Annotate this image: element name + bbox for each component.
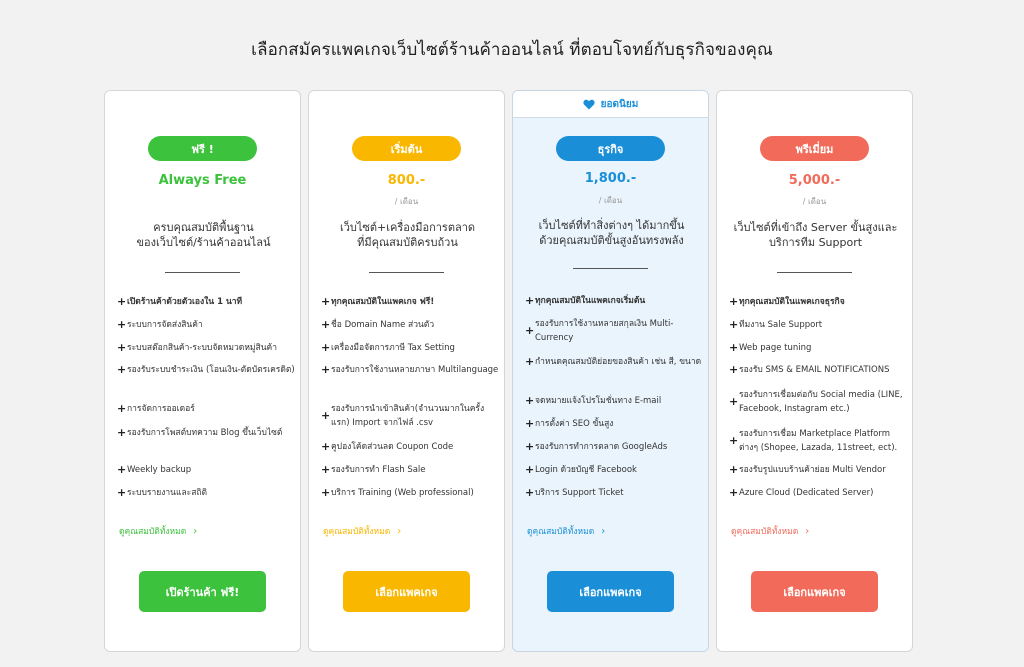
feature-item bbox=[321, 486, 499, 500]
feature-item bbox=[525, 440, 703, 454]
plus-icon: + bbox=[321, 486, 331, 499]
plus-icon: + bbox=[729, 395, 739, 408]
feature-item bbox=[117, 295, 295, 309]
feature-item bbox=[729, 341, 907, 355]
plus-icon: + bbox=[729, 486, 739, 499]
plus-icon: + bbox=[729, 463, 739, 476]
divider bbox=[573, 268, 648, 269]
plus-icon: + bbox=[117, 341, 127, 354]
plus-icon: + bbox=[525, 463, 535, 476]
plan-description bbox=[727, 220, 904, 250]
plan-card-free bbox=[104, 90, 301, 652]
plan-description-line: บริการทีม Support bbox=[768, 236, 863, 249]
feature-item bbox=[729, 486, 907, 500]
plus-icon: + bbox=[525, 440, 535, 453]
feature-text: รองรับรูปแบบร้านค้าย่อย Multi Vendor bbox=[739, 465, 886, 475]
plus-icon: + bbox=[117, 318, 127, 331]
feature-text: Web page tuning bbox=[739, 343, 812, 353]
feature-text: ระบบสต๊อกสินค้า-ระบบจัดหมวดหมู่สินค้า bbox=[127, 343, 277, 353]
feature-text: รองรับการทำ Flash Sale bbox=[331, 465, 426, 475]
feature-text: บริการ Support Ticket bbox=[535, 488, 624, 498]
feature-text: เปิดร้านค้าด้วยตัวเองใน 1 นาที bbox=[127, 297, 243, 307]
popular-label: ยอดนิยม bbox=[600, 98, 639, 110]
plus-icon: + bbox=[729, 341, 739, 354]
heart-icon bbox=[583, 99, 595, 110]
plan-badge: ธุรกิจ bbox=[556, 136, 665, 161]
feature-item bbox=[525, 486, 703, 500]
feature-item bbox=[117, 426, 295, 440]
plus-icon: + bbox=[525, 417, 535, 430]
feature-text: ทุกคุณสมบัติในแพคเกจ ฟรี! bbox=[331, 297, 435, 307]
feature-item bbox=[321, 402, 499, 430]
see-all-features-link[interactable] bbox=[731, 524, 809, 538]
feature-text: ทีมงาน Sale Support bbox=[739, 320, 823, 330]
plan-description-line: ของเว็บไซต์/ร้านค้าออนไลน์ bbox=[136, 236, 271, 249]
plan-card-starter bbox=[308, 90, 505, 652]
feature-item bbox=[525, 355, 703, 369]
plus-icon: + bbox=[525, 324, 535, 337]
page-title: เลือกสมัครแพคเกจเว็บไซต์ร้านค้าออนไลน์ ที่ตอบโจทย์กับธุรกิจของคุณ bbox=[251, 40, 773, 60]
feature-item bbox=[117, 363, 295, 377]
feature-text: Login ด้วยบัญชี Facebook bbox=[535, 465, 637, 475]
feature-text: ชื่อ Domain Name ส่วนตัว bbox=[331, 320, 435, 330]
link-text: ดูคุณสมบัติทั้งหมด bbox=[731, 527, 799, 537]
see-all-features-link[interactable] bbox=[323, 524, 401, 538]
feature-item bbox=[729, 318, 907, 332]
plan-badge: พรีเมี่ยม bbox=[760, 136, 869, 161]
plus-icon: + bbox=[321, 318, 331, 331]
plan-description bbox=[115, 220, 292, 250]
plan-description-line: เว็บไซต์ที่เข้าถึง Server ขั้นสูงและ bbox=[733, 221, 898, 234]
plus-icon: + bbox=[321, 295, 331, 308]
plus-icon: + bbox=[321, 341, 331, 354]
feature-text: ทุกคุณสมบัติในแพคเกจธุรกิจ bbox=[739, 297, 845, 307]
feature-text: รองรับการเชื่อมต่อกับ Social media (LINE, Facebook, Instagram etc.) bbox=[739, 390, 903, 414]
plus-icon: + bbox=[321, 463, 331, 476]
open-store-button[interactable]: เปิดร้านค้า ฟรี! bbox=[139, 571, 266, 612]
feature-item bbox=[321, 295, 499, 309]
feature-item bbox=[525, 294, 703, 308]
feature-text: เครื่องมือจัดการภาษี Tax Setting bbox=[331, 343, 455, 353]
feature-item bbox=[729, 363, 907, 377]
feature-text: รองรับระบบชำระเงิน (โอนเงิน-ตัดบัตรเครดิต) bbox=[127, 365, 295, 375]
plan-description-line: ด้วยคุณสมบัติขั้นสูงอันทรงพลัง bbox=[539, 234, 684, 247]
plus-icon: + bbox=[321, 409, 331, 422]
feature-text: ระบบรายงานและสถิติ bbox=[127, 488, 208, 498]
plan-price: 5,000.- bbox=[788, 173, 841, 188]
feature-text: Weekly backup bbox=[127, 465, 192, 475]
feature-item bbox=[525, 463, 703, 477]
feature-text: ระบบการจัดส่งสินค้า bbox=[127, 320, 203, 330]
feature-item bbox=[525, 394, 703, 408]
plan-description bbox=[523, 218, 700, 248]
plan-period: / เดือน bbox=[598, 196, 623, 205]
feature-item bbox=[729, 463, 907, 477]
feature-item bbox=[729, 295, 907, 309]
feature-item bbox=[729, 427, 907, 455]
see-all-features-link[interactable] bbox=[119, 524, 197, 538]
chevron-right-icon: › bbox=[397, 525, 402, 537]
plus-icon: + bbox=[525, 355, 535, 368]
link-text: ดูคุณสมบัติทั้งหมด bbox=[119, 527, 187, 537]
feature-item bbox=[321, 463, 499, 477]
plus-icon: + bbox=[321, 363, 331, 376]
plus-icon: + bbox=[525, 394, 535, 407]
feature-item bbox=[321, 363, 499, 377]
plan-badge: ฟรี ! bbox=[148, 136, 257, 161]
feature-item bbox=[321, 318, 499, 332]
plan-card-premium bbox=[716, 90, 913, 652]
chevron-right-icon: › bbox=[805, 525, 810, 537]
feature-text: รองรับการเชื่อม Marketplace Platform ต่างๆ (Shopee, Lazada, 11street, ect). bbox=[739, 429, 898, 453]
feature-item bbox=[525, 317, 703, 345]
feature-text: รองรับการโพสต์บทความ Blog ขึ้นเว็บไซต์ bbox=[127, 428, 283, 438]
feature-item bbox=[117, 486, 295, 500]
plus-icon: + bbox=[525, 294, 535, 307]
plan-description-line: ที่มีคุณสมบัติครบถ้วน bbox=[357, 236, 458, 249]
plan-price: 1,800.- bbox=[584, 171, 637, 186]
feature-text: บริการ Training (Web professional) bbox=[331, 488, 474, 498]
feature-text: การจัดการออเดอร์ bbox=[127, 404, 195, 414]
plus-icon: + bbox=[117, 363, 127, 376]
feature-text: กำหนดคุณสมบัติย่อยของสินค้า เช่น สี, ขนาด bbox=[535, 357, 702, 367]
plan-price: Always Free bbox=[158, 173, 247, 188]
select-package-button[interactable]: เลือกแพคเกจ bbox=[547, 571, 674, 612]
divider bbox=[777, 272, 852, 273]
plus-icon: + bbox=[117, 295, 127, 308]
feature-text: รองรับการทำการตลาด GoogleAds bbox=[535, 442, 668, 452]
plus-icon: + bbox=[117, 463, 127, 476]
feature-item bbox=[117, 463, 295, 477]
chevron-right-icon: › bbox=[193, 525, 198, 537]
feature-text: การตั้งค่า SEO ขั้นสูง bbox=[535, 419, 614, 429]
divider bbox=[369, 272, 444, 273]
plus-icon: + bbox=[729, 318, 739, 331]
plus-icon: + bbox=[729, 363, 739, 376]
plan-description bbox=[319, 220, 496, 250]
feature-text: คูปองโค้ดส่วนลด Coupon Code bbox=[331, 442, 454, 452]
plan-description-line: เว็บไซต์ที่ทำสิ่งต่างๆ ได้มากขึ้น bbox=[538, 219, 685, 232]
divider bbox=[165, 272, 240, 273]
chevron-right-icon: › bbox=[601, 525, 606, 537]
plus-icon: + bbox=[729, 295, 739, 308]
plus-icon: + bbox=[117, 402, 127, 415]
plan-card-business bbox=[512, 90, 709, 652]
plan-period: / เดือน bbox=[802, 197, 827, 206]
plan-description-line: เว็บไซต์+เครื่องมือการตลาด bbox=[339, 221, 476, 234]
feature-item bbox=[117, 318, 295, 332]
feature-text: Azure Cloud (Dedicated Server) bbox=[739, 488, 874, 498]
feature-item bbox=[729, 388, 907, 416]
feature-item bbox=[117, 402, 295, 416]
feature-item bbox=[321, 440, 499, 454]
select-package-button[interactable]: เลือกแพคเกจ bbox=[343, 571, 470, 612]
plus-icon: + bbox=[321, 440, 331, 453]
link-text: ดูคุณสมบัติทั้งหมด bbox=[527, 527, 595, 537]
plus-icon: + bbox=[117, 426, 127, 439]
feature-text: รองรับ SMS & EMAIL NOTIFICATIONS bbox=[739, 365, 890, 375]
plus-icon: + bbox=[525, 486, 535, 499]
feature-text: ทุกคุณสมบัติในแพคเกจเริ่มต้น bbox=[535, 296, 646, 306]
link-text: ดูคุณสมบัติทั้งหมด bbox=[323, 527, 391, 537]
feature-item bbox=[321, 341, 499, 355]
plan-badge: เริ่มต้น bbox=[352, 136, 461, 161]
plus-icon: + bbox=[729, 434, 739, 447]
plus-icon: + bbox=[117, 486, 127, 499]
plan-price: 800.- bbox=[387, 173, 426, 188]
plan-period: / เดือน bbox=[394, 197, 419, 206]
see-all-features-link[interactable] bbox=[527, 524, 605, 538]
popular-banner bbox=[513, 91, 708, 118]
feature-item bbox=[525, 417, 703, 431]
feature-text: รองรับการใช้งานหลายภาษา Multilanguage bbox=[331, 365, 499, 375]
plan-description-line: ครบคุณสมบัติพื้นฐาน bbox=[153, 221, 254, 234]
feature-text: รองรับการใช้งานหลายสกุลเงิน Multi-Currency bbox=[535, 319, 674, 343]
feature-item bbox=[117, 341, 295, 355]
feature-text: รองรับการนำเข้าสินค้า(จำนวนมากในครั้งแรก) Import จากไฟล์ .csv bbox=[331, 404, 485, 428]
feature-text: จดหมายแจ้งโปรโมชั่นทาง E-mail bbox=[535, 396, 662, 406]
select-package-button[interactable]: เลือกแพคเกจ bbox=[751, 571, 878, 612]
